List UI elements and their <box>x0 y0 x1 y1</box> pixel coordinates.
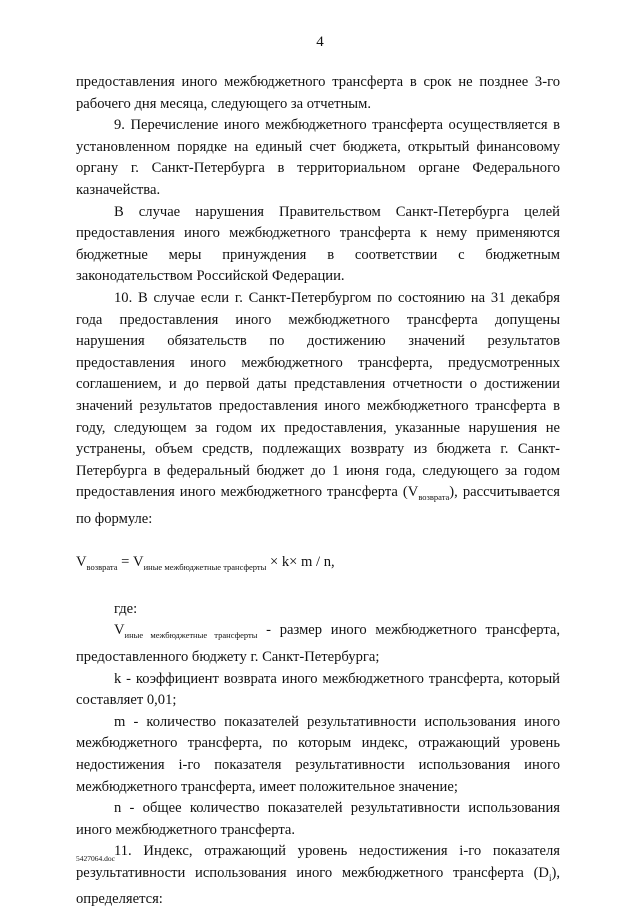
paragraph-continuation: предоставления иного межбюджетного трансферта в срок не позднее 3-го рабочего дня месяца, следующего за отчетным. <box>76 74 560 112</box>
paragraph-11-end: ), определяется: <box>76 864 560 908</box>
formula-v2-sub: иные межбюджетные трансферты <box>143 562 267 573</box>
paragraph-10-subscript: возврата <box>418 492 450 503</box>
paragraph-11 <box>76 841 560 911</box>
footer-filename: 5427064.doc <box>76 854 115 863</box>
definition-v-symbol: V <box>114 622 125 639</box>
paragraph-11-text: 11. Индекс, отражающий уровень недостижения i-го показателя результативности использования иного межбюджетного трансферта (D <box>76 843 560 881</box>
definition-k: k - коэффициент возврата иного межбюджетного трансферта, который составляет 0,01; <box>76 670 560 709</box>
definition-v <box>76 620 560 668</box>
formula-rest: × k× m / n, <box>266 554 335 571</box>
definition-v-sub: иные межбюджетные трансферты <box>124 630 258 641</box>
page-number: 4 <box>316 34 324 50</box>
formula-v1-sub: возврата <box>86 562 118 573</box>
document-body <box>76 72 560 911</box>
paragraph-9: 9. Перечисление иного межбюджетного трансферта осуществляется в установленном порядке на единый счет бюджета, открытый финансовому органу г. Санкт-Петербурга в территориальном органе Федерального казначейства. <box>76 117 560 198</box>
definition-n: n - общее количество показателей результативности использования иного межбюджетного трансферта. <box>76 800 560 838</box>
paragraph-violation: В случае нарушения Правительством Санкт-Петербурга целей предоставления иного межбюджетного трансферта к нему применяются бюджетные меры принуждения в соответствии с бюджетным законодательством Российской Федерации. <box>76 203 560 285</box>
formula-eq: = V <box>117 554 144 571</box>
formula <box>76 552 560 579</box>
paragraph-10-text: 10. В случае если г. Санкт-Петербургом по состоянию на 31 декабря года предоставления иного межбюджетного трансферта допущены нарушения обязательств по достижению значений результатов предоставления иного межбюджетного трансферта, предусмотренных соглашением, и до первой даты представления отчетности о достижении значений результатов предоставления иного межбюджетного трансферта в году, следующем за годом их предоставления, указанные нарушения не устранены, объем средств, подлежащих возврату из бюджета г. Санкт-Петербурга в федеральный бюджет до 1 июня года, следующего за годом предоставления иного межбюджетного трансферта (V <box>76 289 560 501</box>
formula-v1: V <box>76 554 87 571</box>
where-label: где: <box>114 600 138 617</box>
definition-m: m - количество показателей результативности использования иного межбюджетного трансферта, по которым индекс, отражающий уровень недостижения i-го показателя результативности использования иного межбюджетного трансферта, имеет положительное значение; <box>76 713 560 795</box>
definition-v-text: - размер иного межбюджетного трансферта, предоставленного бюджету г. Санкт-Петербурга; <box>76 622 561 665</box>
paragraph-11-sub: i <box>548 872 552 883</box>
paragraph-10-end: ), рассчитывается по формуле: <box>76 484 560 527</box>
paragraph-10 <box>76 288 560 530</box>
